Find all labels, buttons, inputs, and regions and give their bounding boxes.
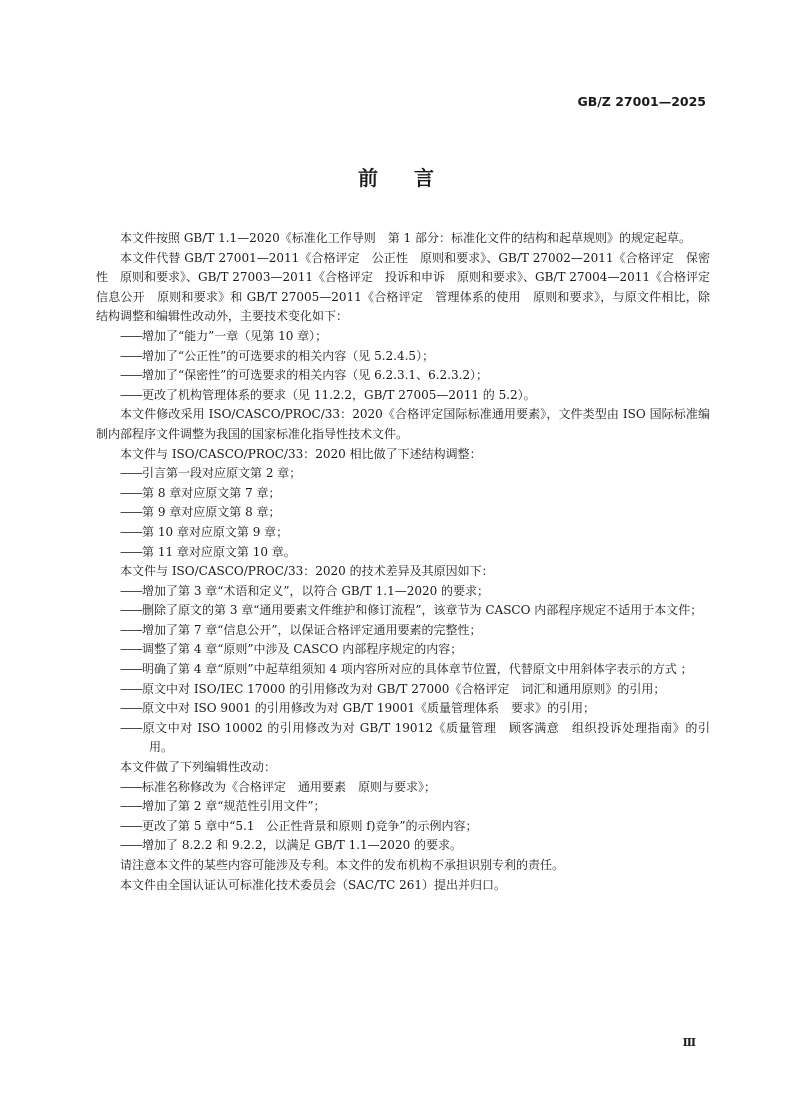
page-number: Ⅲ <box>682 1036 696 1049</box>
list-item-text: —— 增加了“保密性”的可选要求的相关内容（见 6.2.3.1、6.2.3.2）； <box>120 366 710 386</box>
page-title: 前言 <box>358 166 470 190</box>
list-item-text: —— 原文中对 ISO 9001 的引用修改为对 GB/T 19001《质量管理体系 要求》的引用； <box>120 699 710 719</box>
list-item <box>96 464 710 484</box>
list-item <box>96 386 710 406</box>
list-item <box>96 366 710 386</box>
paragraph: 请注意本文件的某些内容可能涉及专利。本文件的发布机构不承担识别专利的责任。 <box>120 858 565 872</box>
paragraph: 本文件与 ISO/CASCO/PROC/33：2020 的技术差异及其原因如下： <box>120 564 494 579</box>
list-item <box>96 719 710 758</box>
list-item-text: —— 增加了 8.2.2 和 9.2.2，以满足 GB/T 1.1—2020 的要求。 <box>120 836 710 856</box>
list-item-text: —— 原文中对 ISO/IEC 17000 的引用修改为对 GB/T 27000《合格评定 词汇和通用原则》的引用； <box>120 680 710 700</box>
list-item <box>96 484 710 504</box>
list-item-text: —— 标准名称修改为《合格评定 通用要素 原则与要求》； <box>120 778 710 798</box>
list-item <box>96 582 710 602</box>
paragraph: 本文件做了下列编辑性改动： <box>120 760 277 775</box>
list-item-text: —— 明确了第 4 章“原则”中起草组须知 4 项内容所对应的具体章节位置，代替原文中用斜体字表示的方式 ； <box>120 660 710 680</box>
list-item-text: —— 第 10 章对应原文第 9 章； <box>120 523 710 543</box>
list-item-text: —— 第 9 章对应原文第 8 章； <box>120 503 710 523</box>
list-item-text: —— 删除了原文的第 3 章“通用要素文件维护和修订流程”，该章节为 CASCO 内部程序规定不适用于本文件； <box>120 601 710 621</box>
list-item-text: —— 原文中对 ISO 10002 的引用修改为对 GB/T 19012《质量管理 顾客满意 组织投诉处理指南》的引用。 <box>120 719 710 758</box>
list-item <box>96 327 710 347</box>
list-item-text: —— 引言第一段对应原文第 2 章； <box>120 464 710 484</box>
list-item-text: —— 第 8 章对应原文第 7 章； <box>120 484 710 504</box>
document-body <box>96 229 723 895</box>
standard-code: GB/Z 27001—2025 <box>577 94 706 109</box>
paragraph: 本文件按照 GB/T 1.1—2020《标准化工作导则 第 1 部分：标准化文件的结构和起草规则》的规定起草。 <box>120 231 691 245</box>
list-item-text: —— 调整了第 4 章“原则”中涉及 CASCO 内部程序规定的内容； <box>120 640 710 660</box>
paragraph: 本文件修改采用 ISO/CASCO/PROC/33：2020《合格评定国际标准通用要素》，文件类型由 ISO 国际标准编制内部程序文件调整为我国的国家标准化指导性技术文件。 <box>96 407 710 441</box>
list-item-text: —— 增加了第 7 章“信息公开”，以保证合格评定通用要素的完整性； <box>120 621 710 641</box>
list-item <box>96 347 710 367</box>
list-item <box>96 699 710 719</box>
list-item <box>96 503 710 523</box>
list-item <box>96 601 710 621</box>
paragraph: 本文件代替 GB/T 27001—2011《合格评定 公正性 原则和要求》、GB/T 27002—2011《合格评定 保密性 原则和要求》、GB/T 27003—2011《合格评定 投诉和申诉 原则和要求》、GB/T 27004—2011《合格评定 信息公开 原则和要求》和 GB/T 27005—2011《合格评定 管理体系的使用 原则和要求》，与原文件相比，除结构调整和编辑性改动外，主要技术变化如下： <box>96 250 723 324</box>
list-item-text: —— 增加了第 2 章“规范性引用文件”； <box>120 797 710 817</box>
list-item-text: —— 增加了“能力”一章（见第 10 章）； <box>120 327 710 347</box>
list-item-text: —— 第 11 章对应原文第 10 章。 <box>120 543 710 563</box>
list-item <box>96 640 710 660</box>
list-item <box>96 543 710 563</box>
list-item-text: —— 更改了第 5 章中“5.1 公正性背景和原则 f)竞争”的示例内容； <box>120 817 710 837</box>
list-item <box>96 621 710 641</box>
list-item <box>96 797 710 817</box>
list-item <box>96 778 710 798</box>
paragraph: 本文件由全国认证认可标准化技术委员会（SAC/TC 261）提出并归口。 <box>120 877 507 892</box>
list-item <box>96 817 710 837</box>
list-item-text: —— 增加了第 3 章“术语和定义”，以符合 GB/T 1.1—2020 的要求； <box>120 582 710 602</box>
list-item <box>96 523 710 543</box>
list-item <box>96 680 710 700</box>
list-item-text: —— 更改了机构管理体系的要求（见 11.2.2，GB/T 27005—2011 的 5.2）。 <box>120 386 710 406</box>
list-item-text: —— 增加了“公正性”的可选要求的相关内容（见 5.2.4.5）； <box>120 347 710 367</box>
list-item <box>96 660 710 680</box>
list-item <box>96 836 710 856</box>
paragraph: 本文件与 ISO/CASCO/PROC/33：2020 相比做了下述结构调整： <box>120 446 482 461</box>
